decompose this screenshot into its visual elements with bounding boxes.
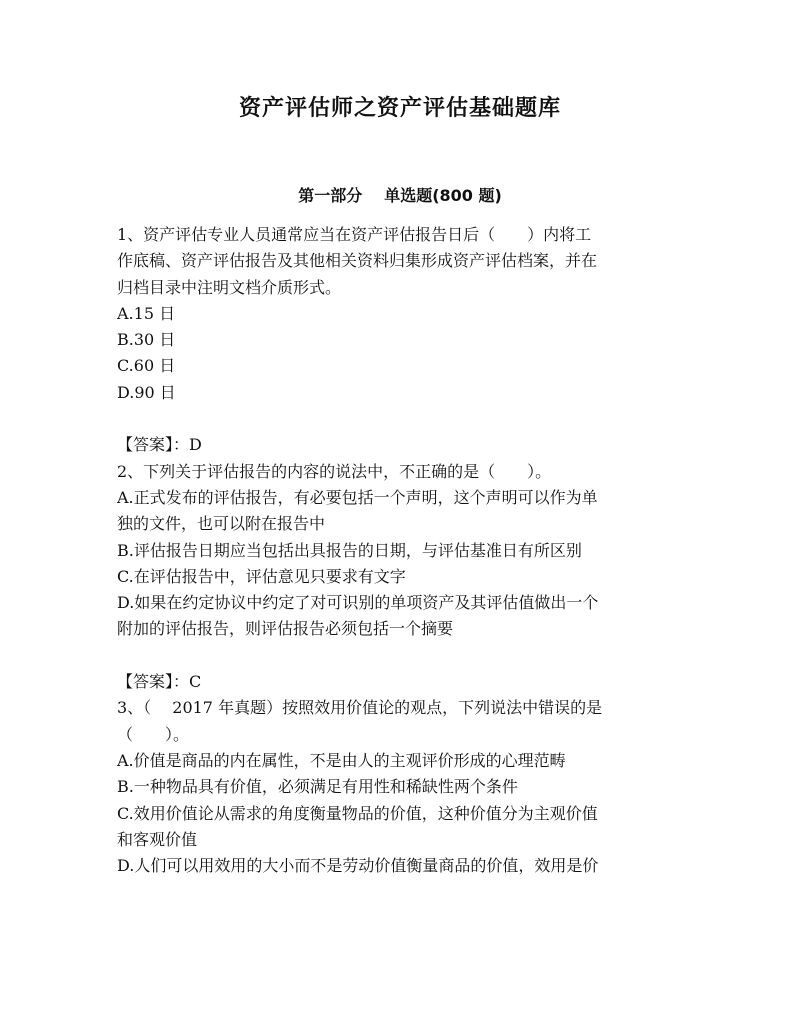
question-stem-line: 3、（ 2017 年真题）按照效用价值论的观点，下列说法中错误的是 — [117, 698, 603, 718]
option-a: A.价值是商品的内在属性，不是由人的主观评价形成的心理范畴 — [117, 750, 566, 770]
option-d: D.90 日 — [117, 382, 176, 402]
option-c: C.在评估报告中，评估意见只要求有文字 — [117, 566, 406, 586]
question-3 — [117, 695, 677, 879]
option-c: C.效用价值论从需求的角度衡量物品的价值，这种价值分为主观价值 — [117, 803, 598, 823]
section-heading — [0, 184, 800, 208]
option-c: C.60 日 — [117, 356, 176, 376]
option-d-continued: 附加的评估报告，则评估报告必须包括一个摘要 — [117, 619, 454, 639]
question-stem-line: 归档目录中注明文档介质形式。 — [117, 277, 342, 297]
section-name: 单选题(800 题) — [384, 186, 502, 205]
option-a: A.15 日 — [117, 303, 176, 323]
question-2 — [117, 459, 677, 696]
option-a-continued: 独的文件，也可以附在报告中 — [117, 514, 326, 534]
option-c-continued: 和客观价值 — [117, 829, 198, 849]
option-d: D.人们可以用效用的大小而不是劳动价值衡量商品的价值，效用是价 — [117, 856, 599, 876]
answer-value: D — [189, 435, 202, 455]
question-stem-line: 1、资产评估专业人员通常应当在资产评估报告日后（ ）内将工 — [117, 225, 592, 244]
option-b: B.一种物品具有价值，必须满足有用性和稀缺性两个条件 — [117, 777, 518, 797]
document-title: 资产评估师之资产评估基础题库 — [238, 96, 561, 121]
answer-label: 【答案】： — [117, 672, 190, 692]
question-1 — [117, 222, 677, 459]
option-a: A.正式发布的评估报告，有必要包括一个声明，这个声明可以作为单 — [117, 487, 598, 507]
answer-line — [117, 432, 677, 458]
answer-label: 【答案】： — [117, 435, 190, 455]
question-stem-line: 2、下列关于评估报告的内容的说法中，不正确的是（ ）。 — [117, 461, 552, 481]
option-b: B.30 日 — [117, 330, 176, 350]
option-b: B.评估报告日期应当包括出具报告的日期，与评估基准日有所区别 — [117, 540, 582, 560]
answer-line — [117, 669, 677, 695]
section-part: 第一部分 — [298, 186, 363, 205]
answer-value: C — [189, 672, 202, 692]
option-d: D.如果在约定协议中约定了对可识别的单项资产及其评估值做出一个 — [117, 593, 599, 613]
question-stem-line: （ ）。 — [117, 724, 190, 744]
question-stem-line: 作底稿、资产评估报告及其他相关资料归集形成资产评估档案，并在 — [117, 251, 598, 271]
question-list — [117, 222, 677, 879]
